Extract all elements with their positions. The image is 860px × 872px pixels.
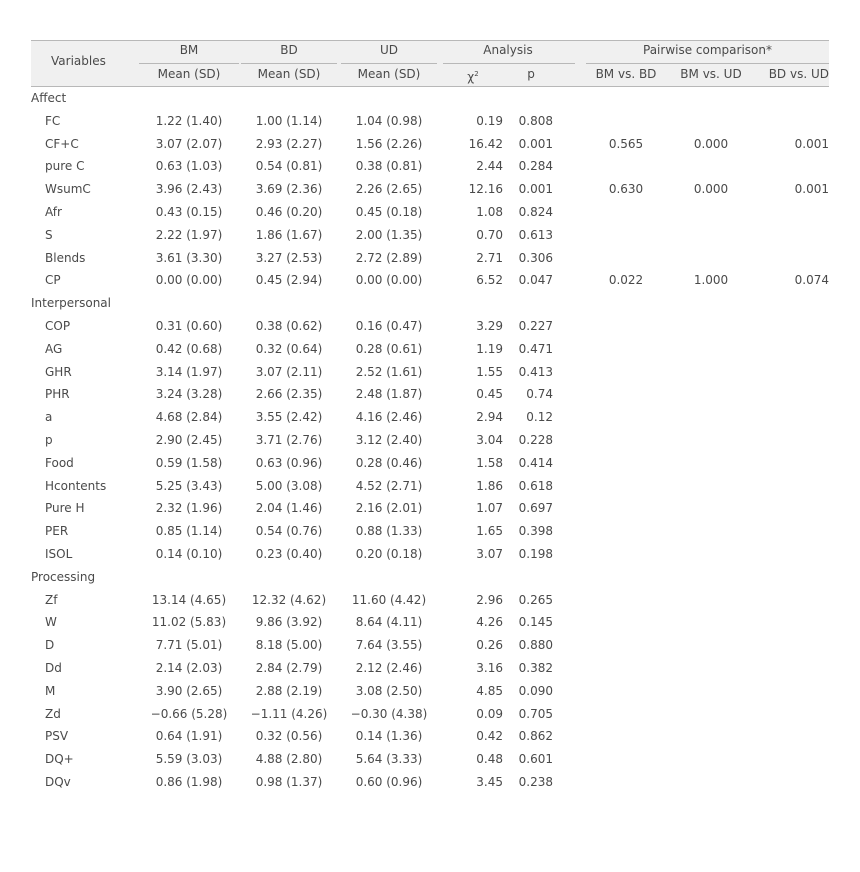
table-cell: 2.14 (2.03): [155, 660, 223, 675]
table-cell: 3.24 (3.28): [155, 387, 223, 402]
table-cell: 0.398: [518, 524, 553, 539]
table-cell: 1.22 (1.40): [155, 113, 223, 128]
table-cell: 2.12 (2.46): [355, 660, 423, 675]
table-cell: 3.16: [476, 660, 503, 675]
table-cell: 0.88 (1.33): [355, 524, 423, 539]
table-cell: 0.00 (0.00): [155, 273, 223, 288]
table-cell: 0.601: [518, 752, 553, 767]
table-cell: 0.145: [518, 615, 553, 630]
table-row: [31, 247, 829, 270]
table-cell: 3.27 (2.53): [255, 250, 323, 265]
table-cell: 0.565: [608, 136, 644, 151]
table-cell: 0.86 (1.98): [155, 774, 223, 789]
table-row: [31, 383, 829, 406]
table-cell: 0.265: [518, 592, 553, 607]
table-row: [31, 110, 829, 133]
table-cell: 0.001: [794, 136, 829, 151]
variable-name: WsumC: [45, 182, 91, 197]
table-row: [31, 201, 829, 224]
table-cell: 11.60 (4.42): [351, 592, 427, 607]
table-cell: 0.26: [476, 638, 503, 653]
table-cell: 2.00 (1.35): [355, 227, 423, 242]
table-cell: 3.07: [476, 546, 503, 561]
table-cell: 0.98 (1.37): [255, 774, 323, 789]
variable-name: CF+C: [45, 136, 79, 151]
table-cell: 3.96 (2.43): [155, 182, 223, 197]
table-cell: 0.000: [693, 136, 729, 151]
variable-name: DQv: [45, 774, 71, 789]
table-cell: 0.824: [518, 204, 553, 219]
table-cell: 2.96: [476, 592, 503, 607]
variable-name: Afr: [45, 204, 62, 219]
table-cell: 0.63 (1.03): [155, 159, 223, 174]
header-pairwise: Pairwise comparison*: [643, 43, 772, 57]
variable-name: FC: [45, 113, 61, 128]
table-row: [31, 725, 829, 748]
variable-name: Zf: [45, 592, 58, 607]
variable-name: AG: [45, 341, 63, 356]
table-cell: 0.090: [518, 683, 553, 698]
table-row: [31, 178, 829, 201]
table-cell: 6.52: [476, 273, 503, 288]
table-cell: 3.07 (2.11): [255, 364, 323, 379]
table-cell: 5.00 (3.08): [255, 478, 323, 493]
table-cell: 4.26: [476, 615, 503, 630]
table-cell: 4.68 (2.84): [155, 410, 223, 425]
table-row: [31, 771, 829, 794]
table-cell: 4.52 (2.71): [355, 478, 423, 493]
table-cell: 2.90 (2.45): [155, 432, 223, 447]
table-cell: 0.38 (0.62): [255, 318, 323, 333]
variable-name: Zd: [45, 706, 61, 721]
table-cell: 0.808: [518, 113, 553, 128]
table-cell: 0.001: [518, 182, 553, 197]
table-cell: 0.28 (0.61): [355, 341, 423, 356]
table-cell: 1.65: [476, 524, 503, 539]
table-cell: 2.32 (1.96): [155, 501, 223, 516]
table-cell: 1.04 (0.98): [355, 113, 423, 128]
table-cell: 2.22 (1.97): [155, 227, 223, 242]
table-row: [31, 155, 829, 178]
table-cell: 4.88 (2.80): [255, 752, 323, 767]
variable-name: M: [45, 683, 56, 698]
variable-name: p: [45, 432, 53, 447]
table-cell: 3.90 (2.65): [155, 683, 223, 698]
table-cell: 3.29: [476, 318, 503, 333]
table-cell: 0.238: [518, 774, 553, 789]
table-cell: 0.14 (1.36): [355, 729, 423, 744]
table-cell: 0.31 (0.60): [155, 318, 223, 333]
table-cell: 0.28 (0.46): [355, 455, 423, 470]
table-cell: 0.471: [518, 341, 553, 356]
table-cell: 0.54 (0.81): [255, 159, 323, 174]
variable-name: Blends: [45, 250, 86, 265]
table-cell: 7.71 (5.01): [155, 638, 223, 653]
table-cell: 0.54 (0.76): [255, 524, 323, 539]
section-header: [31, 87, 829, 110]
header-bd: BD: [280, 43, 298, 57]
variable-name: pure C: [45, 159, 85, 174]
table-cell: 0.862: [518, 729, 553, 744]
table-cell: 7.64 (3.55): [355, 638, 423, 653]
table-cell: −0.30 (4.38): [350, 706, 428, 721]
variable-name: Hcontents: [45, 478, 107, 493]
table-cell: 0.12: [526, 410, 553, 425]
table-body: [31, 87, 829, 794]
table-cell: 0.198: [518, 546, 553, 561]
variable-name: W: [45, 615, 57, 630]
table-cell: 2.16 (2.01): [355, 501, 423, 516]
table-cell: 5.25 (3.43): [155, 478, 223, 493]
table-cell: 2.48 (1.87): [355, 387, 423, 402]
table-cell: 0.228: [518, 432, 553, 447]
table-cell: 0.42: [476, 729, 503, 744]
table-cell: 8.64 (4.11): [355, 615, 423, 630]
variable-name: D: [45, 638, 55, 653]
table-cell: 0.59 (1.58): [155, 455, 223, 470]
table-cell: 0.32 (0.64): [255, 341, 323, 356]
table-cell: 5.59 (3.03): [155, 752, 223, 767]
table-cell: 0.38 (0.81): [355, 159, 423, 174]
header-bd-vs-ud: BD vs. UD: [768, 67, 829, 81]
table-cell: 0.16 (0.47): [355, 318, 423, 333]
table-cell: 0.60 (0.96): [355, 774, 423, 789]
table-cell: 0.32 (0.56): [255, 729, 323, 744]
header-bm-vs-ud: BM vs. UD: [680, 67, 742, 81]
table-cell: 0.880: [518, 638, 553, 653]
variable-name: PER: [45, 524, 69, 539]
table-row: [31, 338, 829, 361]
variable-name: PHR: [45, 387, 70, 402]
table-cell: 0.047: [518, 273, 553, 288]
table-cell: 0.382: [518, 660, 553, 675]
table-cell: 1.86: [476, 478, 503, 493]
table-cell: 1.19: [476, 341, 503, 356]
variable-name: Food: [45, 455, 74, 470]
variable-name: S: [45, 227, 53, 242]
table-cell: 2.71: [476, 250, 503, 265]
table-cell: 2.44: [476, 159, 503, 174]
table-cell: 0.09: [476, 706, 503, 721]
table-cell: 0.630: [608, 182, 644, 197]
table-cell: 0.45: [476, 387, 503, 402]
table-cell: −0.66 (5.28): [150, 706, 228, 721]
table-cell: 3.55 (2.42): [255, 410, 323, 425]
table-row: [31, 543, 829, 566]
table-cell: 2.52 (1.61): [355, 364, 423, 379]
table-cell: 0.46 (0.20): [255, 204, 323, 219]
table-cell: 3.07 (2.07): [155, 136, 223, 151]
table-cell: 0.001: [518, 136, 553, 151]
table-cell: 1.58: [476, 455, 503, 470]
table-cell: 0.414: [518, 455, 553, 470]
table-cell: 4.16 (2.46): [355, 410, 423, 425]
table-cell: 0.000: [693, 182, 729, 197]
table-cell: 0.48: [476, 752, 503, 767]
table-cell: 2.04 (1.46): [255, 501, 323, 516]
variable-name: ISOL: [45, 546, 73, 561]
variable-name: Pure H: [45, 501, 85, 516]
table-cell: 0.074: [794, 273, 829, 288]
variable-name: DQ+: [45, 752, 74, 767]
table-cell: 0.022: [608, 273, 644, 288]
table-row: [31, 224, 829, 247]
header-p: p: [527, 67, 535, 81]
table-cell: 0.00 (0.00): [355, 273, 423, 288]
table-cell: 3.69 (2.36): [255, 182, 323, 197]
table-row: [31, 429, 829, 452]
table-cell: 2.93 (2.27): [255, 136, 323, 151]
section-title: Affect: [31, 91, 67, 105]
table-cell: 8.18 (5.00): [255, 638, 323, 653]
table-cell: −1.11 (4.26): [250, 706, 328, 721]
table-cell: 2.66 (2.35): [255, 387, 323, 402]
table-cell: 0.74: [526, 387, 553, 402]
section-header: [31, 292, 829, 315]
table-row: [31, 589, 829, 612]
table-cell: 1.000: [693, 273, 729, 288]
table-cell: 2.94: [476, 410, 503, 425]
table-cell: 0.45 (0.18): [355, 204, 423, 219]
table-cell: 1.08: [476, 204, 503, 219]
table-cell: 1.07: [476, 501, 503, 516]
table-cell: 3.04: [476, 432, 503, 447]
table-cell: 4.85: [476, 683, 503, 698]
table-cell: 13.14 (4.65): [151, 592, 227, 607]
header-ud-mean-sd: Mean (SD): [357, 67, 421, 81]
table-cell: 0.20 (0.18): [355, 546, 423, 561]
variable-name: PSV: [45, 729, 69, 744]
section-title: Interpersonal: [31, 296, 111, 311]
table-row: [31, 315, 829, 338]
header-bm-vs-bd: BM vs. BD: [595, 67, 657, 81]
variable-name: Dd: [45, 660, 62, 675]
section-header: [31, 566, 829, 589]
results-table: [31, 40, 829, 794]
table-header: [31, 40, 829, 87]
table-cell: 0.42 (0.68): [155, 341, 223, 356]
table-row: [31, 657, 829, 680]
variable-name: GHR: [45, 364, 72, 379]
table-cell: 3.14 (1.97): [155, 364, 223, 379]
table-row: [31, 611, 829, 634]
header-bm: BM: [179, 43, 199, 57]
header-bd-mean-sd: Mean (SD): [257, 67, 321, 81]
table-cell: 0.45 (2.94): [255, 273, 323, 288]
table-cell: 0.613: [518, 227, 553, 242]
table-cell: 5.64 (3.33): [355, 752, 423, 767]
table-row: [31, 452, 829, 475]
table-cell: 0.85 (1.14): [155, 524, 223, 539]
table-cell: 2.26 (2.65): [355, 182, 423, 197]
table-cell: 0.227: [518, 318, 553, 333]
header-bm-mean-sd: Mean (SD): [157, 67, 221, 81]
table-cell: 0.705: [518, 706, 553, 721]
table-cell: 3.71 (2.76): [255, 432, 323, 447]
table-cell: 0.23 (0.40): [255, 546, 323, 561]
table-row: [31, 497, 829, 520]
table-row: [31, 703, 829, 726]
table-cell: 0.14 (0.10): [155, 546, 223, 561]
table-cell: 0.697: [518, 501, 553, 516]
table-cell: 0.284: [518, 159, 553, 174]
table-cell: 3.61 (3.30): [155, 250, 223, 265]
table-cell: 9.86 (3.92): [255, 615, 323, 630]
section-title: Processing: [31, 569, 96, 584]
table-cell: 0.306: [518, 250, 553, 265]
variable-name: COP: [45, 318, 71, 333]
table-cell: 11.02 (5.83): [151, 615, 227, 630]
table-cell: 1.86 (1.67): [255, 227, 323, 242]
table-row: [31, 475, 829, 498]
table-cell: 3.12 (2.40): [355, 432, 423, 447]
header-analysis: Analysis: [483, 43, 533, 57]
table-cell: 0.19: [476, 113, 503, 128]
table-row: [31, 680, 829, 703]
table-cell: 12.32 (4.62): [251, 592, 327, 607]
table-row: [31, 133, 829, 156]
table-cell: 16.42: [468, 136, 503, 151]
table-cell: 0.43 (0.15): [155, 204, 223, 219]
header-chi-square: $\chi^2$: [467, 70, 479, 84]
table-cell: 1.00 (1.14): [255, 113, 323, 128]
header-variables: Variables: [51, 54, 106, 68]
table-cell: 2.72 (2.89): [355, 250, 423, 265]
table-cell: 2.84 (2.79): [255, 660, 323, 675]
table-row: [31, 361, 829, 384]
variable-name: CP: [45, 273, 61, 288]
variable-name: a: [45, 410, 53, 425]
table-cell: 3.45: [476, 774, 503, 789]
table-cell: 1.56 (2.26): [355, 136, 423, 151]
table-row: [31, 406, 829, 429]
table-cell: 2.88 (2.19): [255, 683, 323, 698]
table-row: [31, 520, 829, 543]
table-cell: 3.08 (2.50): [355, 683, 423, 698]
table-row: [31, 748, 829, 771]
table-cell: 0.63 (0.96): [255, 455, 323, 470]
table-cell: 0.618: [518, 478, 553, 493]
header-ud: UD: [379, 43, 399, 57]
table-row: [31, 269, 829, 292]
table-row: [31, 634, 829, 657]
table-cell: 0.001: [794, 182, 829, 197]
table-cell: 0.64 (1.91): [155, 729, 223, 744]
table-cell: 1.55: [476, 364, 503, 379]
table-cell: 0.413: [518, 364, 553, 379]
table-cell: 0.70: [476, 227, 503, 242]
table-cell: 12.16: [468, 182, 503, 197]
